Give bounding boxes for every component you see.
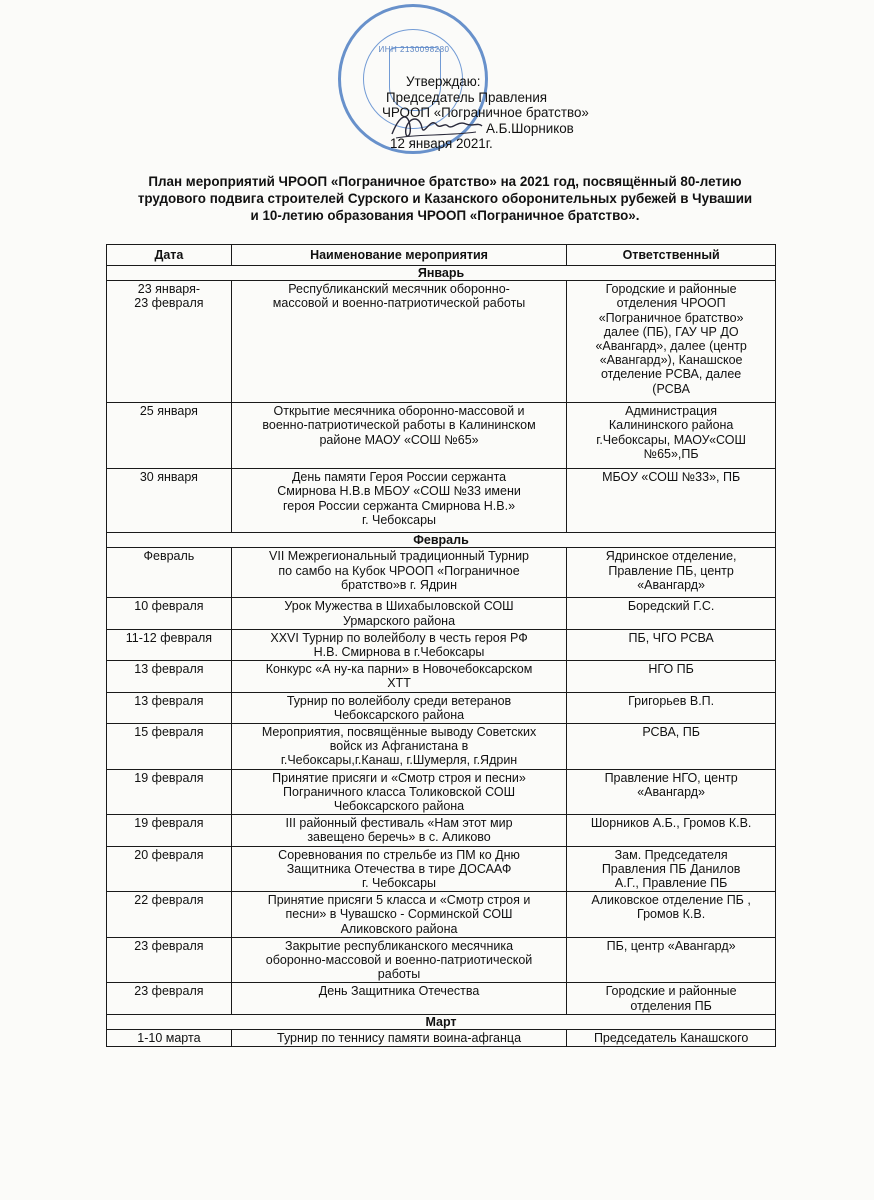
event-name: Конкурс «А ну-ка парни» в Новочебоксарском ХТТ (231, 661, 566, 692)
event-name: Открытие месячника оборонно-массовой и военно-патриотической работы в Калининском районе МАОУ «СОШ №65» (231, 403, 566, 469)
table-row (107, 724, 776, 770)
table-row (107, 469, 776, 533)
event-name: Принятие присяги 5 класса и «Смотр строя и песни» в Чувашско - Сорминской СОШ Аликовского района (231, 892, 566, 938)
event-name: Закрытие республиканского месячника оборонно-массовой и военно-патриотической работы (231, 937, 566, 983)
header-responsible: Ответственный (567, 245, 776, 266)
handwritten-signature (386, 104, 486, 146)
table-row (107, 661, 776, 692)
event-name: Мероприятия, посвящённые выводу Советских войск из Афганистана в г.Чебоксары,г.Канаш, г.Шумерля, г.Ядрин (231, 724, 566, 770)
table-row (107, 598, 776, 629)
event-name: XXVI Турнир по волейболу в честь героя РФ Н.В. Смирнова в г.Чебоксары (231, 629, 566, 660)
document-title (100, 173, 790, 224)
event-name: День памяти Героя России сержанта Смирнова Н.В.в МБОУ «СОШ №33 имени героя России сержанта Смирнова Н.В.» г. Чебоксары (231, 469, 566, 533)
event-name: Соревнования по стрельбе из ПМ ко Дню Защитника Отечества в тире ДОСААФ г. Чебоксары (231, 846, 566, 892)
table-row (107, 983, 776, 1014)
approval-name: А.Б.Шорников (486, 120, 574, 136)
title-line-1: План мероприятий ЧРООП «Пограничное братство» на 2021 год, посвящённый 80-летию (148, 174, 742, 189)
table-row (107, 846, 776, 892)
event-name: Принятие присяги и «Смотр строя и песни» Пограничного класса Толиковской СОШ Чебоксарского района (231, 769, 566, 815)
events-table (106, 244, 776, 1047)
event-date: 23 января- 23 февраля (107, 281, 232, 403)
approval-date: 12 января 2021г. (390, 136, 493, 152)
table-row (107, 281, 776, 403)
month-label: Март (107, 1014, 776, 1029)
table-header-row (107, 245, 776, 266)
event-date: 25 января (107, 403, 232, 469)
event-date: 22 февраля (107, 892, 232, 938)
event-date: 23 февраля (107, 983, 232, 1014)
event-date: 1-10 марта (107, 1030, 232, 1047)
table-row (107, 548, 776, 598)
event-date: 19 февраля (107, 815, 232, 846)
header-event: Наименование мероприятия (231, 245, 566, 266)
event-responsible: Городские и районные отделения ПБ (567, 983, 776, 1014)
event-responsible: Администрация Калининского района г.Чебоксары, МАОУ«СОШ №65»,ПБ (567, 403, 776, 469)
event-name: III районный фестиваль «Нам этот мир завещено беречь» в с. Аликово (231, 815, 566, 846)
table-row (107, 815, 776, 846)
event-date: 20 февраля (107, 846, 232, 892)
table-row (107, 1030, 776, 1047)
event-date: 19 февраля (107, 769, 232, 815)
event-name: День Защитника Отечества (231, 983, 566, 1014)
event-date: 11-12 февраля (107, 629, 232, 660)
approval-position: Председатель Правления (386, 89, 548, 105)
approval-organization: ЧРООП «Пограничное братство» (382, 105, 589, 121)
event-name: Турнир по волейболу среди ветеранов Чебоксарского района (231, 692, 566, 723)
event-responsible: Григорьев В.П. (567, 692, 776, 723)
event-name: Урок Мужества в Шихабыловской СОШ Урмарского района (231, 598, 566, 629)
month-label: Январь (107, 266, 776, 281)
event-date: 30 января (107, 469, 232, 533)
event-responsible: Боредский Г.С. (567, 598, 776, 629)
title-line-2: трудового подвига строителей Сурского и Казанского оборонительных рубежей в Чувашии (137, 191, 753, 206)
event-responsible: МБОУ «СОШ №33», ПБ (567, 469, 776, 533)
event-date: 13 февраля (107, 661, 232, 692)
event-responsible: ПБ, центр «Авангард» (567, 937, 776, 983)
event-responsible: Председатель Канашского (567, 1030, 776, 1047)
event-date: 15 февраля (107, 724, 232, 770)
event-responsible: Шорников А.Б., Громов К.В. (567, 815, 776, 846)
approval-approved: Утверждаю: (406, 74, 481, 89)
table-row (107, 892, 776, 938)
event-responsible: РСВА, ПБ (567, 724, 776, 770)
event-date: 23 февраля (107, 937, 232, 983)
month-row-march (107, 1014, 776, 1029)
event-responsible: Зам. Председателя Правления ПБ Данилов А.Г., Правление ПБ (567, 846, 776, 892)
event-responsible: Городские и районные отделения ЧРООП «Пограничное братство» далее (ПБ), ГАУ ЧР ДО «Авангард», далее (центр «Авангард»), Канашское отделение РСВА, далее (РСВА (567, 281, 776, 403)
month-row-february (107, 533, 776, 548)
table-row (107, 403, 776, 469)
event-date: 13 февраля (107, 692, 232, 723)
month-label: Февраль (107, 533, 776, 548)
table-row (107, 937, 776, 983)
event-date: 10 февраля (107, 598, 232, 629)
event-responsible: Правление НГО, центр «Авангард» (567, 769, 776, 815)
month-row-january (107, 266, 776, 281)
table-row (107, 769, 776, 815)
event-name: Республиканский месячник оборонно- массовой и военно-патриотической работы (231, 281, 566, 403)
event-responsible: НГО ПБ (567, 661, 776, 692)
header-date: Дата (107, 245, 232, 266)
table-row (107, 692, 776, 723)
event-date: Февраль (107, 548, 232, 598)
event-responsible: Аликовское отделение ПБ , Громов К.В. (567, 892, 776, 938)
table-row (107, 629, 776, 660)
event-name: VII Межрегиональный традиционный Турнир по самбо на Кубок ЧРООП «Пограничное братство»в г. Ядрин (231, 548, 566, 598)
seal-inn: ИНН 2130098280 (378, 45, 450, 54)
event-responsible: ПБ, ЧГО РСВА (567, 629, 776, 660)
title-line-3: и 10-летию образования ЧРООП «Пограничное братство». (250, 208, 640, 223)
event-name: Турнир по теннису памяти воина-афганца (231, 1030, 566, 1047)
event-responsible: Ядринское отделение, Правление ПБ, центр «Авангард» (567, 548, 776, 598)
